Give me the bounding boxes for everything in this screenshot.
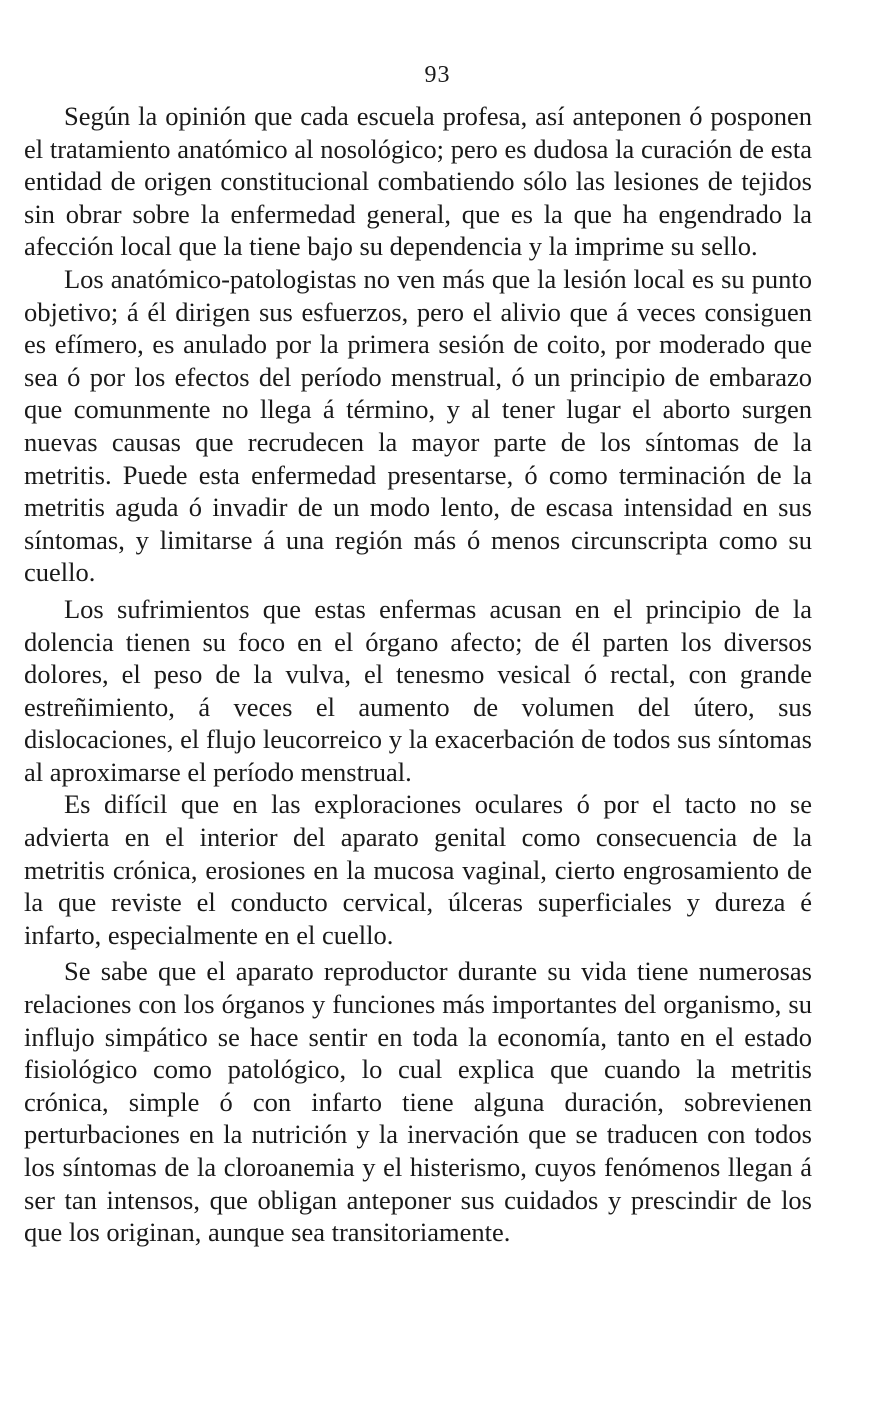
paragraph-4: Es difícil que en las exploraciones oculares ó por el tacto no se advierta en el interior del aparato genital como consecuencia de la metritis crónica, erosiones en la mucosa vaginal, cierto engrosamiento de la que reviste el conducto cervical, úlceras superficiales y dureza é infarto, especialmente en el cuello. xyxy=(24,789,812,950)
paragraph-3: Los sufrimientos que estas enfermas acusan en el principio de la dolencia tienen su foco en el órgano afecto; de él parten los diversos dolores, el peso de la vulva, el tenesmo vesical ó rectal, con grande estreñimiento, á veces el aumento de volumen del útero, sus dislocaciones, el flujo leucorreico y la exacerbación de todos sus síntomas al aproximarse el período menstrual. xyxy=(24,593,812,787)
page-number: 93 xyxy=(424,62,451,88)
body-text xyxy=(24,100,812,1249)
paragraph-1: Según la opinión que cada escuela profesa, así anteponen ó posponen el tratamiento anatómico al nosológico; pero es dudosa la curación de esta entidad de origen constitucional combatiendo sólo las lesiones de tejidos sin obrar sobre la enfermedad general, que es la que ha engendrado la afección local que la tiene bajo su dependencia y la imprime su sello. xyxy=(24,101,812,262)
paragraph-2: Los anatómico-patologistas no ven más que la lesión local es su punto objetivo; á él dirigen sus esfuerzos, pero el alivio que á veces consiguen es efímero, es anulado por la primera sesión de coito, por moderado que sea ó por los efectos del período menstrual, ó un principio de embarazo que comunmente no llega á término, y al tener lugar el aborto surgen nuevas causas que recrudecen la mayor parte de los síntomas de la metritis. Puede esta enfermedad presentarse, ó como terminación de la metritis aguda ó invadir de un modo lento, de escasa intensidad en sus síntomas, y limitarse á una región más ó menos circunscripta como su cuello. xyxy=(24,263,812,588)
paragraph-5: Se sabe que el aparato reproductor durante su vida tiene numerosas relaciones con los órganos y funciones más importantes del organismo, su influjo simpático se hace sentir en toda la economía, tanto en el estado fisiológico como patológico, lo cual explica que cuando la metritis crónica, simple ó con infarto tiene alguna duración, sobrevienen perturbaciones en la nutrición y la inervación que se traducen con todos los síntomas de la cloroanemia y el histerismo, cuyos fenómenos llegan á ser tan intensos, que obligan anteponer sus cuidados y prescindir de los que los originan, aunque sea transitoriamente. xyxy=(24,956,812,1248)
